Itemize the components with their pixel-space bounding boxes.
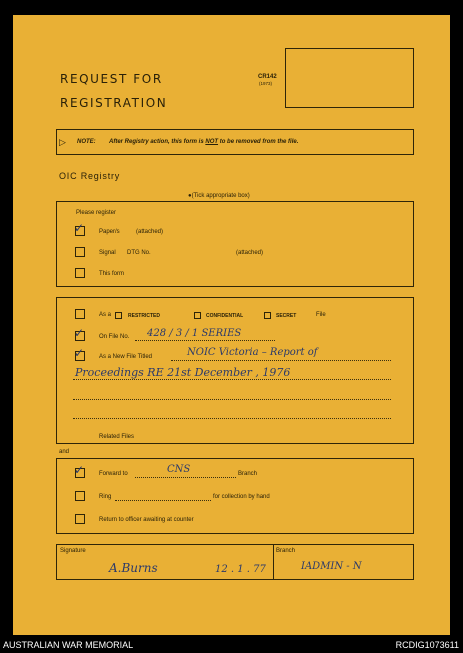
papers-label: Paper/s bbox=[99, 229, 120, 235]
form-sheet bbox=[13, 15, 450, 635]
form-year: (1973) bbox=[259, 81, 273, 86]
this-form-label: This form bbox=[99, 271, 125, 277]
ring-checkbox[interactable] bbox=[75, 491, 85, 501]
please-register-label: Please register bbox=[76, 210, 117, 216]
tick-hint: ●(Tick appropriate box) bbox=[188, 193, 250, 199]
ring-line bbox=[115, 500, 211, 501]
restricted-checkbox[interactable] bbox=[115, 312, 122, 319]
ring-label: Ring bbox=[99, 494, 112, 500]
new-file-line-4 bbox=[73, 418, 391, 419]
branch-value: IADMIN - N bbox=[301, 561, 362, 572]
signature-value: A.Burns bbox=[109, 561, 158, 575]
signature-divider bbox=[273, 545, 274, 579]
this-form-checkbox[interactable] bbox=[75, 268, 85, 278]
secret-label: SECRET bbox=[276, 313, 297, 319]
confidential-label: CONFIDENTIAL bbox=[206, 313, 244, 319]
new-file-line-1 bbox=[171, 360, 391, 361]
as-a-label: As a bbox=[99, 312, 112, 318]
form-code: CR142 bbox=[258, 74, 277, 80]
branch-label: Branch bbox=[276, 548, 296, 554]
registry-stamp-box bbox=[285, 48, 414, 108]
file-section bbox=[56, 297, 414, 444]
new-file-value-2: Proceedings RE 21st December , 1976 bbox=[75, 366, 291, 379]
signature-date: 12 . 1 . 77 bbox=[215, 564, 266, 575]
confidential-checkbox[interactable] bbox=[194, 312, 201, 319]
papers-attached: (attached) bbox=[136, 229, 164, 235]
arrow-icon: ▷ bbox=[59, 137, 66, 147]
file-label: File bbox=[316, 312, 326, 318]
dtg-label: DTG No. bbox=[127, 250, 151, 256]
ring-suffix: for collection by hand bbox=[213, 494, 270, 500]
new-file-label: As a New File Titled bbox=[99, 354, 153, 360]
signal-checkbox[interactable] bbox=[75, 247, 85, 257]
return-label: Return to officer awaiting at counter bbox=[99, 517, 194, 523]
restricted-label: RESTRICTED bbox=[128, 313, 160, 319]
note-box bbox=[56, 129, 414, 155]
security-checkbox[interactable] bbox=[75, 309, 85, 319]
title-line-2: REGISTRATION bbox=[60, 96, 168, 110]
addressee: OIC Registry bbox=[59, 171, 121, 181]
signature-label: Signature bbox=[60, 548, 86, 554]
new-file-line-2 bbox=[73, 379, 391, 380]
forward-section bbox=[56, 458, 414, 534]
note-text: After Registry action, this form is NOT to be removed from the file. bbox=[109, 139, 299, 145]
new-file-value-1: NOIC Victoria – Report of bbox=[187, 347, 318, 358]
on-file-tick-icon: ✓ bbox=[74, 326, 85, 340]
forward-to-value: CNS bbox=[167, 464, 191, 475]
new-file-tick-icon: ✓ bbox=[74, 346, 85, 360]
signature-block bbox=[56, 544, 414, 580]
on-file-label: On File No. bbox=[99, 334, 130, 340]
new-file-line-3 bbox=[73, 399, 391, 400]
forward-to-line bbox=[135, 477, 236, 478]
on-file-value: 428 / 3 / 1 SERIES bbox=[147, 328, 242, 339]
signal-label: Signal bbox=[99, 250, 116, 256]
on-file-line bbox=[135, 340, 275, 341]
papers-tick-icon: ✓ bbox=[74, 221, 85, 235]
archive-footer bbox=[0, 638, 463, 653]
secret-checkbox[interactable] bbox=[264, 312, 271, 319]
title-line-1: REQUEST FOR bbox=[60, 72, 163, 86]
return-checkbox[interactable] bbox=[75, 514, 85, 524]
register-section bbox=[56, 201, 414, 287]
footer-right: RCDIG1073611 bbox=[395, 640, 459, 650]
related-files-label: Related Files bbox=[99, 434, 135, 440]
forward-to-label: Forward to bbox=[99, 471, 128, 477]
forward-branch-label: Branch bbox=[238, 471, 258, 477]
and-label: and bbox=[59, 449, 70, 455]
forward-tick-icon: ✓ bbox=[74, 463, 85, 477]
note-label: NOTE: bbox=[77, 139, 96, 145]
footer-left: AUSTRALIAN WAR MEMORIAL bbox=[3, 640, 134, 650]
signal-attached: (attached) bbox=[236, 250, 264, 256]
